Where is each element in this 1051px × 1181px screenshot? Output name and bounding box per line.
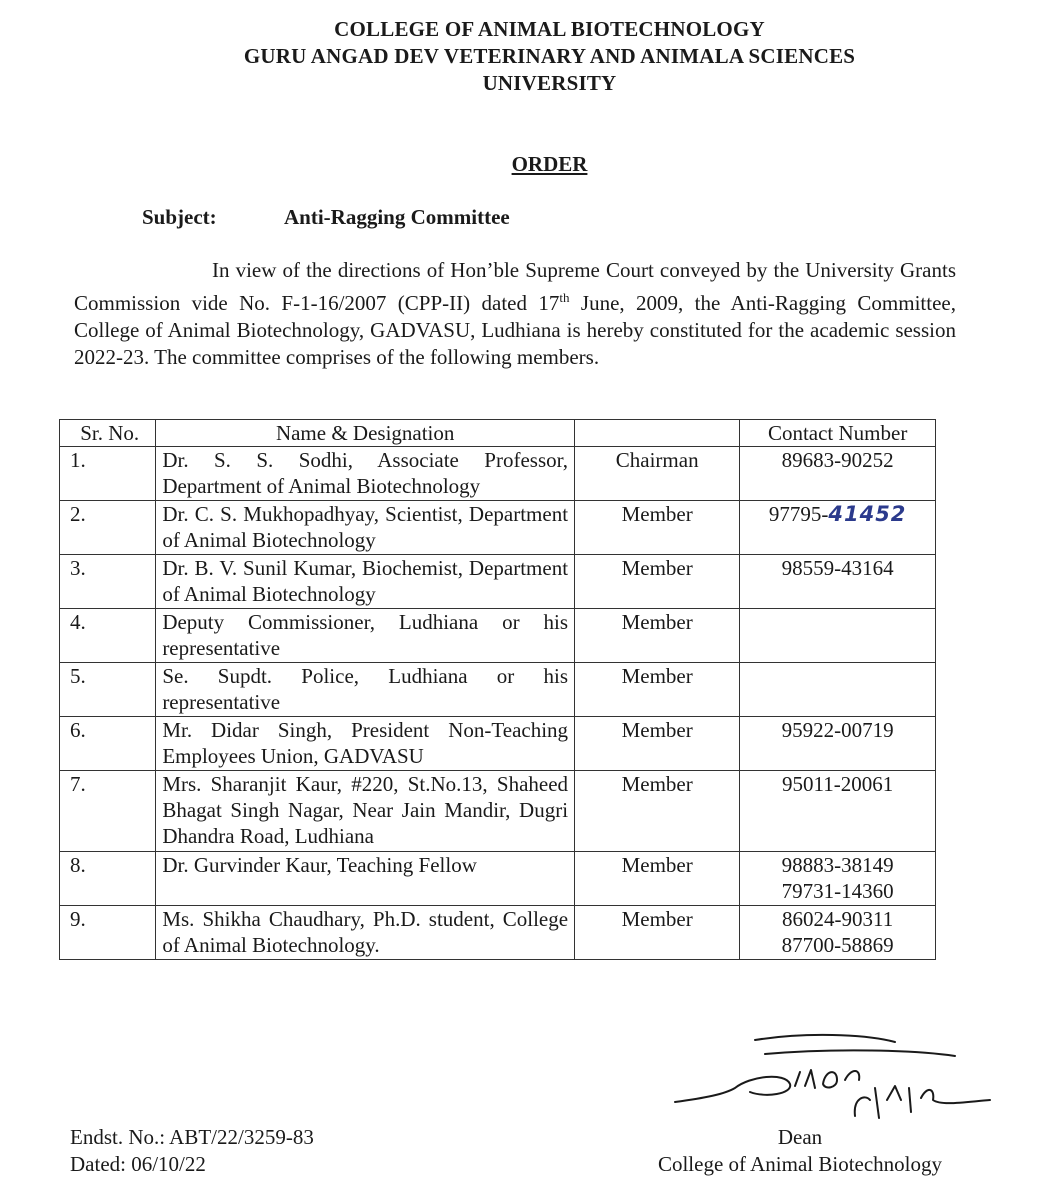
contact-secondary: 87700-58869 [781,933,894,957]
cell-role: Member [575,501,740,555]
table-row [60,906,936,960]
signatory-title: Dean [777,1125,823,1149]
contact-primary: 86024-90311 [782,907,894,931]
cell-name: Ms. Shikha Chaudhary, Ph.D. student, College of Animal Biotechnology. [156,906,575,960]
signature-lower-stroke [855,1086,990,1118]
cell-role: Member [575,609,740,663]
members-table [59,419,936,960]
endorsement-block [70,1124,314,1178]
cell-name: Dr. C. S. Mukhopadhyay, Scientist, Department of Animal Biotechnology [156,501,575,555]
contact-handwritten: 41452 [828,502,907,526]
cell-name: Se. Supdt. Police, Ludhiana or his representative [156,663,575,717]
cell-sr: 6. [60,717,156,771]
cell-contact [740,609,936,663]
cell-role: Member [575,771,740,852]
signatory-org: College of Animal Biotechnology [657,1152,943,1176]
header-college: COLLEGE OF ANIMAL BIOTECHNOLOGY [334,17,765,41]
cell-role: Member [575,663,740,717]
cell-contact [740,663,936,717]
cell-contact [740,447,936,501]
cell-role: Member [575,906,740,960]
table-row [60,717,936,771]
signature-loop-stroke [675,1077,790,1102]
cell-name: Dr. S. S. Sodhi, Associate Professor, Department of Animal Biotechnology [156,447,575,501]
signature-letters-stroke [795,1070,859,1088]
header-contact: Contact Number [740,420,936,447]
cell-sr: 3. [60,555,156,609]
endorsement-number: Endst. No.: ABT/22/3259-83 [70,1125,314,1149]
cell-name: Mrs. Sharanjit Kaur, #220, St.No.13, Shaheed Bhagat Singh Nagar, Near Jain Mandir, Dugri Dhandra Road, Ludhiana [156,771,575,852]
contact-primary: 98559-43164 [781,556,894,580]
cell-contact [740,501,936,555]
header-name: Name & Designation [156,420,575,447]
subject-text: Anti-Ragging Committee [284,205,510,229]
header-role [575,420,740,447]
paragraph-part2: June, 2009, the Anti-Ragging Committee, College of Animal Biotechnology, GADVASU, Ludhiana is hereby constituted for the academic session 2022-23. The committee comprises of the following members. [74,291,956,369]
table-row [60,771,936,852]
document-header [0,16,1051,97]
order-title: ORDER [511,152,588,176]
table-row [60,663,936,717]
cell-role: Member [575,717,740,771]
table-row [60,852,936,906]
subject-label: Subject: [142,205,217,229]
cell-role: Member [575,852,740,906]
paragraph-part1: In view of the directions of Hon’ble Supreme Court conveyed by the University Grants Commission vide No. F-1-16/2007 (CPP-II) dated 17 [74,258,956,315]
cell-name: Mr. Didar Singh, President Non-Teaching Employees Union, GADVASU [156,717,575,771]
table-row [60,609,936,663]
signature-underline-stroke [765,1050,955,1056]
contact-primary: 95922-00719 [781,718,894,742]
cell-name: Dr. B. V. Sunil Kumar, Biochemist, Department of Animal Biotechnology [156,555,575,609]
dean-signature [665,1028,995,1128]
cell-sr: 8. [60,852,156,906]
header-university-1: GURU ANGAD DEV VETERINARY AND ANIMALA SCIENCES [243,44,856,68]
table-row [60,555,936,609]
cell-sr: 5. [60,663,156,717]
cell-sr: 2. [60,501,156,555]
table-header-row [60,420,936,447]
endorsement-date: Dated: 06/10/22 [70,1152,206,1176]
cell-sr: 1. [60,447,156,501]
contact-printed: 97795- [768,502,829,526]
cell-contact [740,771,936,852]
cell-role: Member [575,555,740,609]
contact-primary: 89683-90252 [781,448,894,472]
cell-role: Chairman [575,447,740,501]
contact-primary [746,501,929,527]
subject-line [142,205,510,230]
signature-top-stroke [755,1035,895,1042]
contact-primary: 98883-38149 [781,853,894,877]
contact-primary: 95011-20061 [782,772,894,796]
cell-name: Deputy Commissioner, Ludhiana or his representative [156,609,575,663]
header-sr-no: Sr. No. [60,420,156,447]
signatory-block [600,1124,1000,1178]
order-paragraph [74,257,956,371]
cell-contact [740,555,936,609]
cell-sr: 4. [60,609,156,663]
table-row [60,501,936,555]
cell-sr: 7. [60,771,156,852]
cell-name: Dr. Gurvinder Kaur, Teaching Fellow [156,852,575,906]
cell-contact [740,852,936,906]
table-row [60,447,936,501]
contact-secondary: 79731-14360 [781,879,894,903]
header-university-2: UNIVERSITY [482,71,617,95]
cell-contact [740,717,936,771]
cell-contact [740,906,936,960]
paragraph-sup: th [559,290,570,305]
cell-sr: 9. [60,906,156,960]
